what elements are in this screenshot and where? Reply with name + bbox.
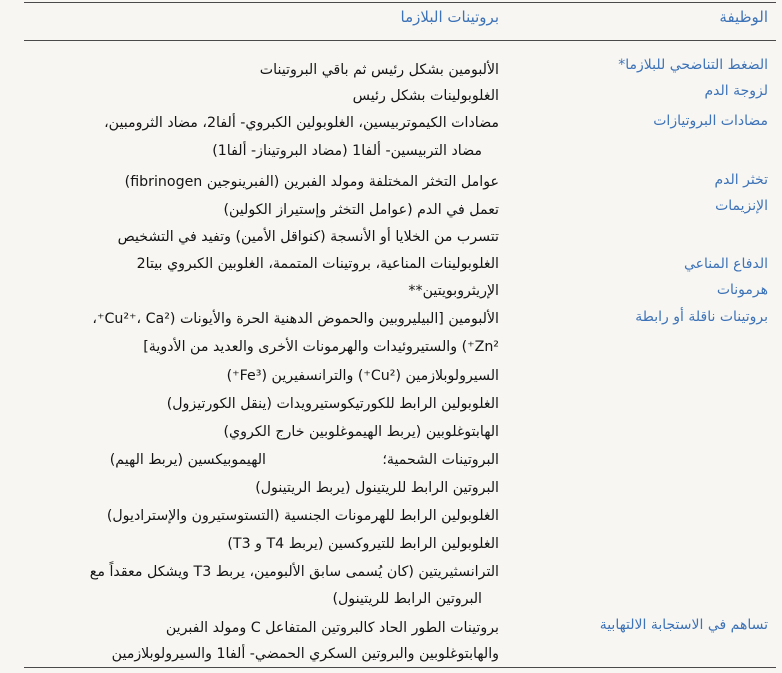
protein-line: الغلوبولينات المناعية، بروتينات المتممة، الغلوبين الكبروي بيتا2 [136, 256, 499, 272]
table-bottom-rule [24, 667, 776, 668]
protein-line: الترانسثيريتين (كان يُسمى سابق الألبومين، يربط T3 ويشكل معقداً مع [89, 564, 499, 580]
function-inflammatory-response: تساهم في الاستجابة الالتهابية [599, 617, 768, 633]
protein-line: الغلوبولين الرابط للتيروكسين (يربط T4 و T3) [227, 536, 499, 552]
function-hormones: هرمونات [716, 282, 768, 298]
protein-line: الغلوبولينات بشكل رئيس [352, 88, 499, 104]
protein-line: الغلوبولين الرابط للهرمونات الجنسية (التستوستيرون والإستراديول) [106, 508, 499, 524]
protein-line: تتسرب من الخلايا أو الأنسجة (كنواقل الأمين) وتفيد في التشخيص [117, 229, 499, 245]
table-top-rule [24, 2, 776, 3]
protein-line: الألبومين بشكل رئيس ثم باقي البروتينات [259, 62, 499, 78]
function-transport-binding: بروتينات ناقلة أو رابطة [635, 309, 768, 325]
function-osmotic-pressure: الضغط التناضحي للبلازما* [618, 57, 768, 73]
protein-line: الهابتوغلوبين (يربط الهيموغلوبين خارج الكروي) [223, 424, 499, 440]
function-blood-viscosity: لزوجة الدم [704, 83, 768, 99]
protein-line: البروتين الرابط للريتينول) [332, 591, 482, 607]
protein-line: والهابتوغلوبين والبروتين السكري الحمضي- ألفا1 والسيرولوبلازمين [111, 646, 499, 662]
function-antiproteases: مضادات البروتيازات [653, 113, 768, 129]
function-enzymes: الإنزيمات [715, 198, 768, 214]
header-rule [24, 40, 776, 41]
protein-line: مضاد التربيسين- ألفا1 (مضاد البروتيناز- ألفا1) [212, 143, 482, 159]
protein-line: الغلوبولين الرابط للكورتيكوستيرويدات (ينقل الكورتيزول) [166, 396, 499, 412]
protein-line: تعمل في الدم (عوامل التخثر وإستيراز الكولين) [223, 202, 499, 218]
protein-line: الإريثروبويتين** [408, 283, 499, 299]
protein-line: بروتينات الطور الحاد كالبروتين المتفاعل C ومولد الفبرين [165, 620, 499, 636]
protein-line: Zn²⁺) والستيروئيدات والهرمونات الأخرى والعديد من الأدوية] [143, 339, 499, 355]
header-plasma-proteins: بروتينات البلازما [400, 8, 499, 26]
protein-line: السيرولوبلازمين (Cu²⁺) والترانسفيرين (Fe³⁺) [226, 368, 499, 384]
protein-line: عوامل التخثر المختلفة ومولد الفبرين (الفبرينوجين fibrinogen) [124, 174, 499, 190]
protein-line: مضادات الكيموتربيسين، الغلوبولين الكبروي- ألفا2، مضاد الثرومبين، [104, 115, 499, 131]
protein-line: الألبومين [البيليروبين والحموض الدهنية الحرة والأيونات (Cu²⁺، Ca²⁺، [92, 311, 499, 327]
function-immune-defense: الدفاع المناعي [683, 256, 768, 272]
protein-line: البروتين الرابط للريتينول (يربط الريتينول) [255, 480, 499, 496]
function-coagulation: تخثر الدم [714, 172, 768, 188]
protein-line: البروتينات الشحمية؛ [382, 452, 499, 468]
header-function: الوظيفة [719, 8, 768, 26]
protein-line: الهيموبيكسين (يربط الهيم) [109, 452, 266, 468]
